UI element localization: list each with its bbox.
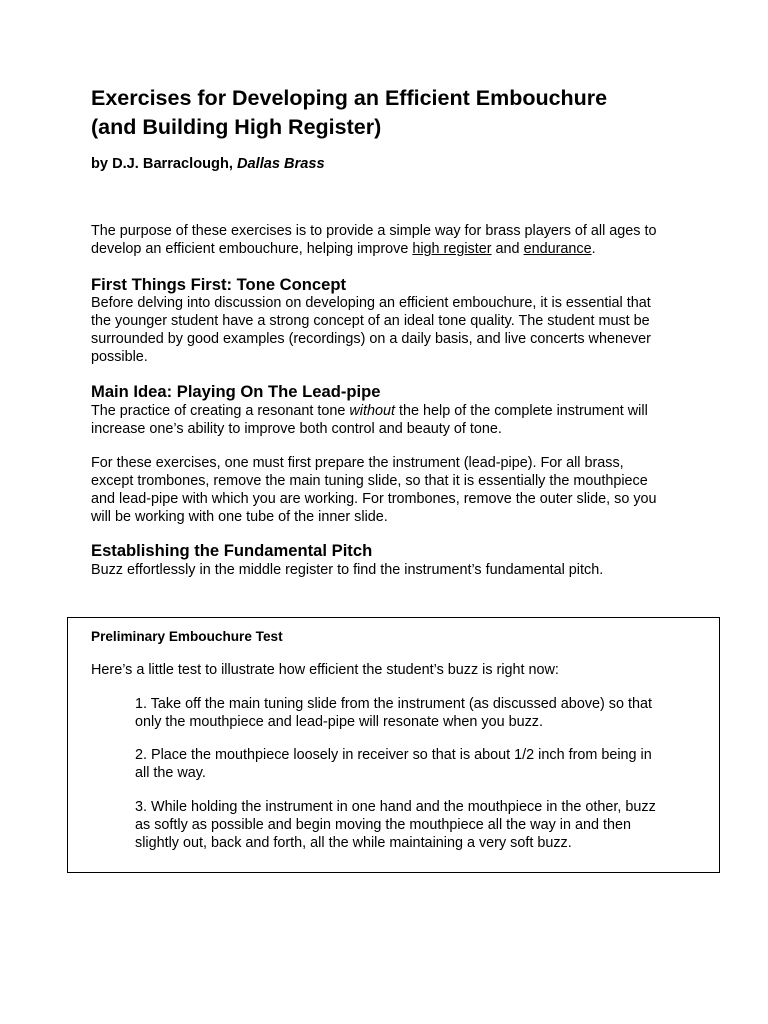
text-run: the help of the complete instrument will — [395, 403, 648, 419]
section-heading-lead-pipe: Main Idea: Playing On The Lead-pipe — [91, 382, 381, 401]
paragraph-line: Before delving into discussion on developing an efficient embouchure, it is essential that — [91, 295, 651, 311]
intro-paragraph — [91, 222, 701, 258]
high-register-link[interactable]: high register — [412, 241, 492, 257]
paragraph-line — [91, 402, 701, 420]
endurance-link[interactable]: endurance — [523, 241, 592, 257]
lead-pipe-paragraph-2 — [91, 454, 701, 526]
box-title: Preliminary Embouchure Test — [91, 629, 283, 644]
paragraph-line: increase one’s ability to improve both control and beauty of tone. — [91, 421, 502, 437]
section-heading-tone-concept: First Things First: Tone Concept — [91, 275, 347, 294]
paragraph-line: The purpose of these exercises is to provide a simple way for brass players of all ages to — [91, 223, 657, 239]
step-line: as softly as possible and begin moving the mouthpiece all the way in and then — [135, 817, 631, 833]
byline-organization: Dallas Brass — [236, 156, 325, 172]
step-line: slightly out, back and forth, all the while maintaining a very soft buzz. — [135, 835, 572, 851]
paragraph-line: will be working with one tube of the inner slide. — [91, 509, 388, 525]
step-line: 3. While holding the instrument in one hand and the mouthpiece in the other, buzz — [135, 799, 656, 815]
test-step-1 — [135, 695, 695, 731]
section-heading-fundamental-pitch: Establishing the Fundamental Pitch — [91, 541, 373, 560]
fundamental-pitch-paragraph — [91, 561, 701, 579]
paragraph-line: Buzz effortlessly in the middle register to find the instrument’s fundamental pitch. — [91, 562, 604, 578]
author-byline — [91, 154, 325, 174]
byline-author: by D.J. Barraclough, — [91, 156, 237, 172]
text-run: develop an efficient embouchure, helping improve — [91, 241, 413, 257]
text-run: The practice of creating a resonant tone — [91, 403, 350, 419]
document-title — [91, 84, 711, 142]
step-line: 2. Place the mouthpiece loosely in receiver so that is about 1/2 inch from being in — [135, 747, 652, 763]
test-step-3 — [135, 798, 695, 852]
test-step-2 — [135, 746, 695, 782]
paragraph-line: the younger student have a strong concept of an ideal tone quality. The student must be — [91, 313, 650, 329]
tone-concept-paragraph — [91, 294, 701, 366]
paragraph-line — [91, 240, 701, 258]
emphasis-text: without — [349, 403, 395, 419]
lead-pipe-paragraph-1 — [91, 402, 701, 438]
title-line: (and Building High Register) — [91, 115, 382, 139]
text-run: and — [491, 241, 524, 257]
paragraph-line: except trombones, remove the main tuning slide, so that it is essentially the mouthpiece — [91, 473, 648, 489]
step-line: all the way. — [135, 765, 206, 781]
paragraph-line: For these exercises, one must first prepare the instrument (lead-pipe). For all brass, — [91, 455, 624, 471]
box-intro: Here’s a little test to illustrate how efficient the student’s buzz is right now: — [91, 662, 559, 678]
step-line: only the mouthpiece and lead-pipe will resonate when you buzz. — [135, 714, 543, 730]
paragraph-line: and lead-pipe with which you are working. For trombones, remove the outer slide, so you — [91, 491, 657, 507]
paragraph-line: surrounded by good examples (recordings) on a daily basis, and live concerts whenever — [91, 331, 651, 347]
embouchure-test-box — [67, 617, 720, 873]
title-line: Exercises for Developing an Efficient Embouchure — [91, 86, 608, 110]
text-run: . — [591, 241, 596, 257]
step-line: 1. Take off the main tuning slide from the instrument (as discussed above) so that — [135, 696, 653, 712]
paragraph-line: possible. — [91, 349, 148, 365]
